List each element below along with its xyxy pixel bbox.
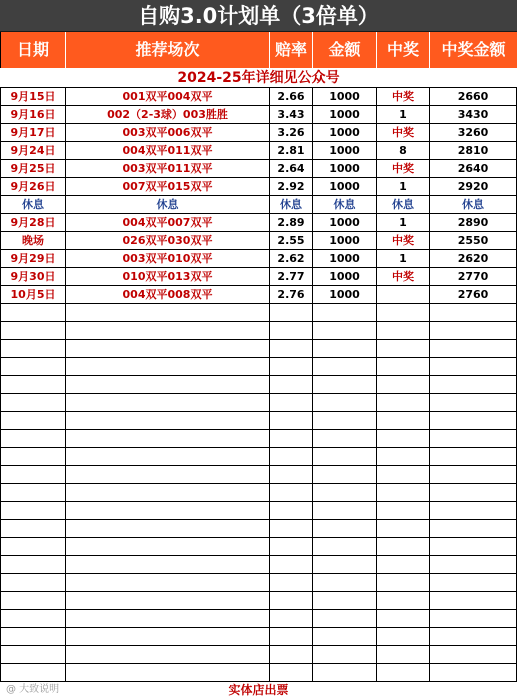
empty-cell	[0, 394, 66, 411]
empty-cell	[0, 520, 66, 537]
empty-cell	[0, 448, 66, 465]
cell-win-amount: 2760	[430, 286, 517, 303]
cell-odds: 3.43	[270, 106, 313, 123]
empty-cell	[377, 538, 430, 555]
empty-cell	[313, 322, 377, 339]
cell-match: 003双平010双平	[66, 250, 270, 267]
empty-row	[0, 592, 517, 610]
empty-cell	[377, 484, 430, 501]
table-row	[0, 196, 517, 214]
empty-cell	[66, 610, 270, 627]
cell-win-amount: 2810	[430, 142, 517, 159]
empty-cell	[313, 646, 377, 663]
empty-cell	[313, 574, 377, 591]
table-row	[0, 124, 517, 142]
empty-cell	[430, 430, 517, 447]
empty-cell	[313, 556, 377, 573]
empty-cell	[66, 520, 270, 537]
cell-odds: 2.62	[270, 250, 313, 267]
empty-cell	[430, 358, 517, 375]
empty-cell	[270, 556, 313, 573]
empty-cell	[66, 448, 270, 465]
empty-cell	[430, 610, 517, 627]
empty-cell	[313, 502, 377, 519]
cell-amount: 1000	[313, 232, 377, 249]
table-row	[0, 268, 517, 286]
empty-cell	[313, 538, 377, 555]
empty-cell	[377, 628, 430, 645]
cell-date: 休息	[0, 196, 66, 213]
cell-win: 中奖	[377, 232, 430, 249]
empty-cell	[430, 304, 517, 321]
empty-cell	[66, 340, 270, 357]
cell-win-amount: 2890	[430, 214, 517, 231]
cell-odds: 2.64	[270, 160, 313, 177]
empty-cell	[270, 358, 313, 375]
cell-odds: 2.55	[270, 232, 313, 249]
empty-cell	[377, 592, 430, 609]
empty-cell	[430, 484, 517, 501]
empty-cell	[270, 628, 313, 645]
cell-date: 10月5日	[0, 286, 66, 303]
empty-row	[0, 538, 517, 556]
empty-cell	[66, 412, 270, 429]
empty-cell	[0, 322, 66, 339]
header-win: 中奖	[377, 32, 430, 68]
empty-cell	[377, 358, 430, 375]
empty-cell	[430, 556, 517, 573]
cell-match: 004双平008双平	[66, 286, 270, 303]
cell-match: 休息	[66, 196, 270, 213]
cell-win: 8	[377, 142, 430, 159]
cell-amount: 1000	[313, 250, 377, 267]
empty-cell	[66, 628, 270, 645]
empty-row	[0, 610, 517, 628]
empty-cell	[0, 304, 66, 321]
empty-cell	[270, 448, 313, 465]
empty-cell	[0, 430, 66, 447]
empty-cell	[377, 412, 430, 429]
empty-cell	[66, 502, 270, 519]
empty-cell	[270, 340, 313, 357]
empty-cell	[430, 376, 517, 393]
cell-odds: 3.26	[270, 124, 313, 141]
cell-win-amount: 2550	[430, 232, 517, 249]
header-date: 日期	[0, 32, 66, 68]
empty-cell	[66, 574, 270, 591]
empty-row	[0, 646, 517, 664]
empty-cell	[430, 664, 517, 681]
empty-cell	[66, 304, 270, 321]
empty-row	[0, 520, 517, 538]
header-amount: 金额	[313, 32, 377, 68]
cell-match: 001双平004双平	[66, 88, 270, 105]
cell-amount: 1000	[313, 268, 377, 285]
cell-win-amount: 2770	[430, 268, 517, 285]
empty-cell	[0, 340, 66, 357]
empty-cell	[377, 448, 430, 465]
cell-win-amount: 3430	[430, 106, 517, 123]
empty-cell	[270, 520, 313, 537]
empty-cell	[66, 466, 270, 483]
empty-cell	[377, 430, 430, 447]
table-row	[0, 88, 517, 106]
empty-cell	[0, 592, 66, 609]
empty-cell	[66, 394, 270, 411]
cell-date: 9月24日	[0, 142, 66, 159]
empty-cell	[0, 556, 66, 573]
empty-cell	[313, 592, 377, 609]
empty-cell	[270, 664, 313, 681]
empty-cell	[0, 358, 66, 375]
empty-cell	[66, 484, 270, 501]
empty-cell	[270, 538, 313, 555]
empty-cell	[377, 664, 430, 681]
cell-amount: 1000	[313, 178, 377, 195]
empty-cell	[66, 322, 270, 339]
cell-amount: 1000	[313, 214, 377, 231]
cell-date: 9月29日	[0, 250, 66, 267]
empty-cell	[270, 304, 313, 321]
empty-cell	[313, 304, 377, 321]
empty-cell	[270, 376, 313, 393]
empty-cell	[313, 340, 377, 357]
cell-win	[377, 286, 430, 303]
table-row	[0, 160, 517, 178]
cell-amount: 1000	[313, 142, 377, 159]
empty-row	[0, 394, 517, 412]
empty-cell	[66, 592, 270, 609]
empty-cell	[0, 610, 66, 627]
empty-cell	[66, 376, 270, 393]
empty-cell	[430, 466, 517, 483]
cell-date: 9月26日	[0, 178, 66, 195]
cell-odds: 2.76	[270, 286, 313, 303]
empty-cell	[270, 322, 313, 339]
empty-cell	[430, 592, 517, 609]
empty-row	[0, 304, 517, 322]
empty-row	[0, 628, 517, 646]
header-odds: 赔率	[270, 32, 313, 68]
empty-cell	[430, 628, 517, 645]
header-match: 推荐场次	[66, 32, 270, 68]
cell-win-amount: 2660	[430, 88, 517, 105]
empty-cell	[430, 646, 517, 663]
empty-row	[0, 502, 517, 520]
empty-cell	[270, 412, 313, 429]
empty-cell	[0, 484, 66, 501]
empty-row	[0, 448, 517, 466]
cell-win-amount: 2620	[430, 250, 517, 267]
cell-win: 1	[377, 214, 430, 231]
table-row	[0, 232, 517, 250]
cell-date: 9月28日	[0, 214, 66, 231]
empty-cell	[270, 592, 313, 609]
empty-row	[0, 484, 517, 502]
cell-win: 休息	[377, 196, 430, 213]
table-row	[0, 214, 517, 232]
empty-cell	[313, 394, 377, 411]
empty-cell	[313, 520, 377, 537]
cell-win: 1	[377, 106, 430, 123]
header-win-amount: 中奖金额	[441, 40, 506, 59]
empty-cell	[377, 556, 430, 573]
cell-date: 9月30日	[0, 268, 66, 285]
empty-cell	[377, 646, 430, 663]
cell-win: 1	[377, 250, 430, 267]
cell-match: 007双平015双平	[66, 178, 270, 195]
empty-row	[0, 340, 517, 358]
empty-cell	[313, 358, 377, 375]
cell-amount: 休息	[313, 196, 377, 213]
empty-cell	[430, 502, 517, 519]
empty-cell	[313, 430, 377, 447]
cell-win-amount: 2920	[430, 178, 517, 195]
empty-row	[0, 412, 517, 430]
cell-match: 004双平011双平	[66, 142, 270, 159]
empty-cell	[66, 430, 270, 447]
table-row	[0, 178, 517, 196]
cell-odds: 2.66	[270, 88, 313, 105]
cell-amount: 1000	[313, 160, 377, 177]
empty-cell	[0, 466, 66, 483]
empty-row	[0, 466, 517, 484]
empty-cell	[377, 376, 430, 393]
cell-win-amount: 休息	[430, 196, 517, 213]
empty-cell	[430, 412, 517, 429]
watermark: @ 大致说明	[6, 684, 60, 695]
empty-cell	[0, 574, 66, 591]
empty-cell	[313, 376, 377, 393]
empty-cell	[270, 466, 313, 483]
empty-cell	[0, 538, 66, 555]
subtitle: 2024-25年详细见公众号	[0, 68, 517, 88]
empty-cell	[377, 574, 430, 591]
empty-row	[0, 430, 517, 448]
empty-cell	[430, 520, 517, 537]
empty-cell	[270, 484, 313, 501]
cell-win-amount: 3260	[430, 124, 517, 141]
cell-match: 004双平007双平	[66, 214, 270, 231]
cell-win: 中奖	[377, 88, 430, 105]
empty-row	[0, 574, 517, 592]
empty-cell	[430, 538, 517, 555]
cell-date: 9月15日	[0, 88, 66, 105]
empty-cell	[377, 340, 430, 357]
cell-odds: 休息	[270, 196, 313, 213]
cell-date: 晚场	[0, 232, 66, 249]
empty-cell	[313, 664, 377, 681]
sheet-title: 自购3.0计划单（3倍单）	[0, 0, 517, 32]
empty-row	[0, 376, 517, 394]
empty-cell	[270, 646, 313, 663]
empty-cell	[66, 646, 270, 663]
empty-cell	[377, 520, 430, 537]
cell-odds: 2.77	[270, 268, 313, 285]
empty-cell	[313, 412, 377, 429]
empty-cell	[377, 304, 430, 321]
cell-win: 中奖	[377, 160, 430, 177]
cell-amount: 1000	[313, 88, 377, 105]
table-row	[0, 142, 517, 160]
empty-cell	[430, 340, 517, 357]
empty-cell	[377, 394, 430, 411]
cell-odds: 2.81	[270, 142, 313, 159]
cell-win: 中奖	[377, 268, 430, 285]
cell-date: 9月17日	[0, 124, 66, 141]
empty-cell	[313, 610, 377, 627]
empty-row	[0, 556, 517, 574]
empty-cell	[377, 466, 430, 483]
table-row	[0, 286, 517, 304]
empty-cell	[430, 574, 517, 591]
cell-match: 003双平006双平	[66, 124, 270, 141]
data-grid	[0, 88, 517, 680]
empty-cell	[270, 502, 313, 519]
empty-cell	[430, 448, 517, 465]
cell-odds: 2.92	[270, 178, 313, 195]
empty-cell	[270, 394, 313, 411]
empty-cell	[0, 412, 66, 429]
empty-cell	[313, 466, 377, 483]
empty-cell	[377, 322, 430, 339]
empty-cell	[0, 664, 66, 681]
cell-win: 1	[377, 178, 430, 195]
cell-amount: 1000	[313, 286, 377, 303]
cell-match: 002（2-3球）003胜胜	[66, 106, 270, 123]
empty-cell	[66, 556, 270, 573]
table-row	[0, 250, 517, 268]
cell-win: 中奖	[377, 124, 430, 141]
empty-cell	[430, 394, 517, 411]
footer-note: 实体店出票	[228, 683, 289, 697]
empty-cell	[313, 484, 377, 501]
empty-cell	[0, 502, 66, 519]
empty-cell	[377, 610, 430, 627]
cell-match: 003双平011双平	[66, 160, 270, 177]
cell-amount: 1000	[313, 106, 377, 123]
empty-cell	[430, 322, 517, 339]
cell-date: 9月16日	[0, 106, 66, 123]
empty-cell	[0, 646, 66, 663]
empty-cell	[66, 538, 270, 555]
empty-cell	[270, 610, 313, 627]
cell-odds: 2.89	[270, 214, 313, 231]
cell-match: 010双平013双平	[66, 268, 270, 285]
table-row	[0, 106, 517, 124]
empty-cell	[0, 376, 66, 393]
empty-cell	[313, 448, 377, 465]
cell-win-amount: 2640	[430, 160, 517, 177]
cell-amount: 1000	[313, 124, 377, 141]
empty-row	[0, 322, 517, 340]
cell-date: 9月25日	[0, 160, 66, 177]
empty-cell	[270, 430, 313, 447]
empty-cell	[66, 664, 270, 681]
empty-cell	[313, 628, 377, 645]
empty-cell	[377, 502, 430, 519]
empty-cell	[66, 358, 270, 375]
empty-cell	[270, 574, 313, 591]
header-row	[0, 32, 517, 68]
empty-row	[0, 358, 517, 376]
cell-match: 026双平030双平	[66, 232, 270, 249]
empty-cell	[0, 628, 66, 645]
